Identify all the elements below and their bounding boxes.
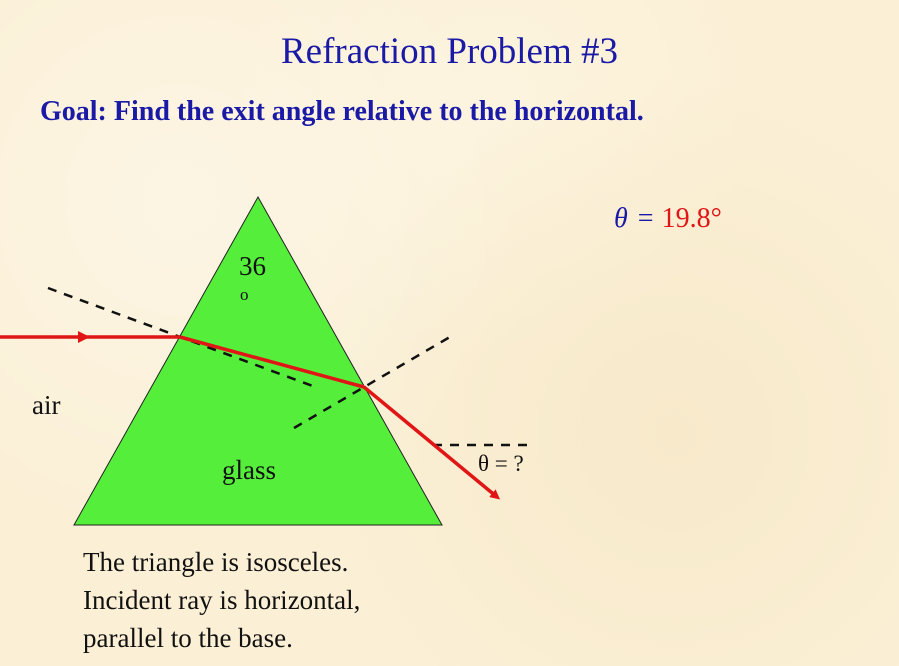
note-line: parallel to the base. [83,623,293,653]
page-title: Refraction Problem #3 [280,31,619,72]
answer-equals: = [637,203,654,234]
note-line: The triangle is isosceles. [83,547,349,577]
answer-value: 19.8° [661,203,722,234]
apex-angle-label: 36 [239,251,266,281]
exit-angle-label: θ = ? [478,451,524,476]
glass-label: glass [222,455,276,485]
incident-ray-arrow [78,331,90,343]
note-line: Incident ray is horizontal, [83,585,361,615]
apex-degree-mark: o [240,285,249,304]
answer-theta-symbol: θ [614,203,628,234]
problem-notes [83,543,360,657]
goal-statement: Goal: Find the exit angle relative to the horizontal. [40,96,644,127]
air-label: air [32,390,61,420]
